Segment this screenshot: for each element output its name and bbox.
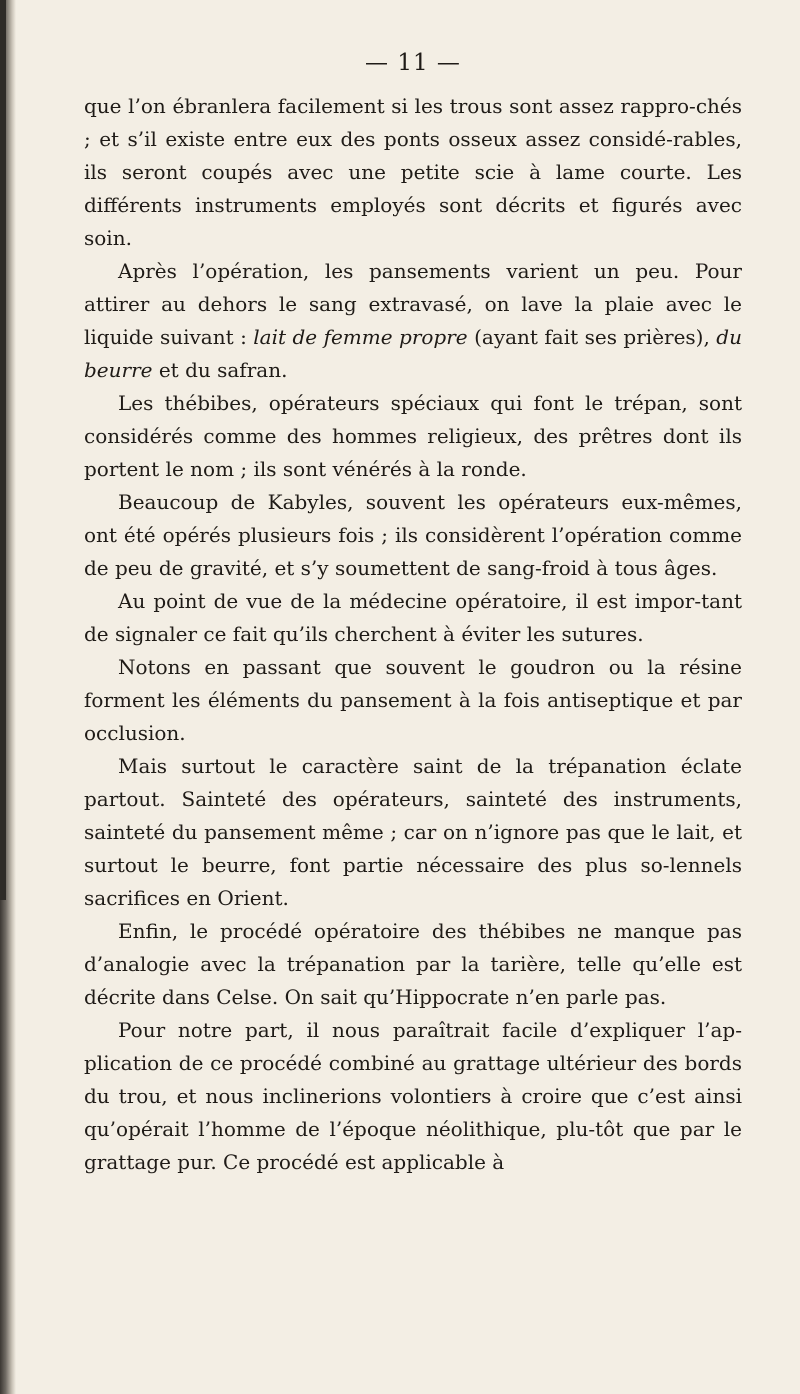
- text-run: (ayant fait ses prières),: [467, 325, 717, 349]
- text-run: Enfin, le procédé opératoire des thébibes ne manque pas d’analogie avec la trépanation par la tarière, telle qu’elle est décrite dans Celse. On sait qu’Hippocrate n’en parle pas.: [84, 919, 742, 1009]
- body-text: [84, 90, 742, 1179]
- paragraph: [84, 585, 742, 651]
- paragraph: [84, 915, 742, 1014]
- paragraph: [84, 1014, 742, 1179]
- text-run: Au point de vue de la médecine opératoire, il est impor-tant de signaler ce fait qu’ils cherchent à éviter les sutures.: [84, 589, 742, 646]
- text-run: Pour notre part, il nous paraîtrait facile d’expliquer l’ap-plication de ce procédé combiné au grattage ultérieur des bords du trou, et nous inclinerions volontiers à croire que c’est ainsi qu’opérait l’homme de l’époque néolithique, plu-tôt que par le grattage pur. Ce procédé est applicable à: [84, 1018, 742, 1174]
- italic-text: lait de femme propre: [253, 325, 468, 349]
- text-run: Beaucoup de Kabyles, souvent les opérateurs eux-mêmes, ont été opérés plusieurs fois ; ils considèrent l’opération comme de peu de gravité, et s’y soumettent de sang-froid à tous âges.: [84, 490, 742, 580]
- book-page: [84, 50, 742, 1179]
- text-run: Les thébibes, opérateurs spéciaux qui font le trépan, sont considérés comme des hommes religieux, des prêtres dont ils portent le nom ; ils sont vénérés à la ronde.: [84, 391, 742, 481]
- text-run: que l’on ébranlera facilement si les trous sont assez rappro-chés ; et s’il existe entre eux des ponts osseux assez considé-rables, ils seront coupés avec une petite scie à lame courte. Les différents instruments employés sont décrits et figurés avec soin.: [84, 94, 742, 250]
- paragraph: [84, 750, 742, 915]
- adjacent-page-edge: [0, 0, 6, 900]
- italic-text: du beurre: [84, 325, 742, 382]
- paragraph: [84, 255, 742, 387]
- text-run: Après l’opération, les pansements varient un peu. Pour attirer au dehors le sang extravasé, on lave la plaie avec le liquide suivant :: [84, 259, 742, 349]
- paragraph: [84, 90, 742, 255]
- text-run: Notons en passant que souvent le goudron ou la résine forment les éléments du pansement à la fois antiseptique et par occlusion.: [84, 655, 742, 745]
- page-number: — 11 —: [365, 50, 461, 76]
- text-run: Mais surtout le caractère saint de la trépanation éclate partout. Sainteté des opérateurs, sainteté des instruments, sainteté du pansement même ; car on n’ignore pas que le lait, et surtout le beurre, font partie nécessaire des plus so-lennels sacrifices en Orient.: [84, 754, 742, 910]
- paragraph: [84, 486, 742, 585]
- paragraph: [84, 387, 742, 486]
- text-run: et du safran.: [152, 358, 288, 382]
- paragraph: [84, 651, 742, 750]
